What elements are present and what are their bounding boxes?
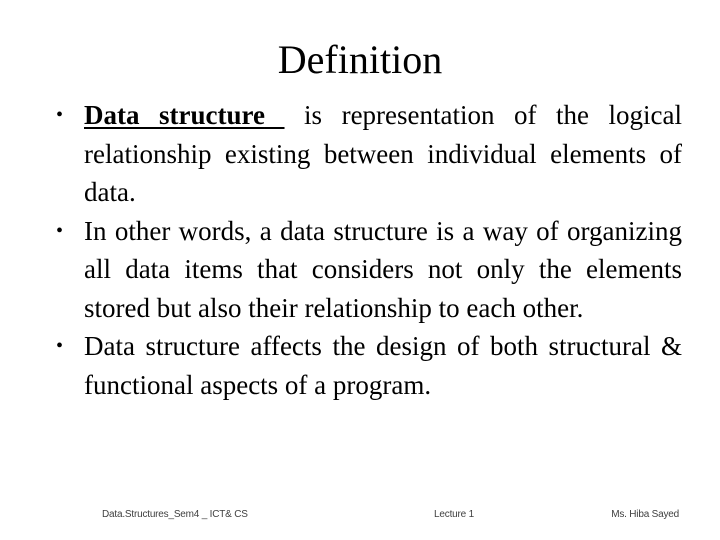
footer-author: Ms. Hiba Sayed [611,509,679,520]
term-underline-gap [265,100,285,130]
bullet-text: In other words, a data structure is a way of organizing all data items that considers not only the elements stored but also their relationship to each other. [84,215,682,323]
bullet-item-affects-design [56,327,682,404]
slide-title: Definition [277,37,443,82]
bullet-item-definition [56,96,682,212]
bullet-icon: • [56,219,64,242]
footer-lecture: Lecture 1 [434,509,474,520]
bullet-item-other-words [56,212,682,328]
footer-course: Data.Structures_Sem4 _ ICT& CS [102,509,248,520]
bullet-list [56,96,682,404]
bullet-icon: • [56,104,64,126]
bullet-text: Data structure affects the design of both structural & functional aspects of a program. [84,331,682,400]
bullet-icon: • [56,335,64,357]
bullet-text: is representation of the logical relationship existing between individual elements of data. [84,100,683,207]
bullet-term: Data structure [84,100,265,130]
